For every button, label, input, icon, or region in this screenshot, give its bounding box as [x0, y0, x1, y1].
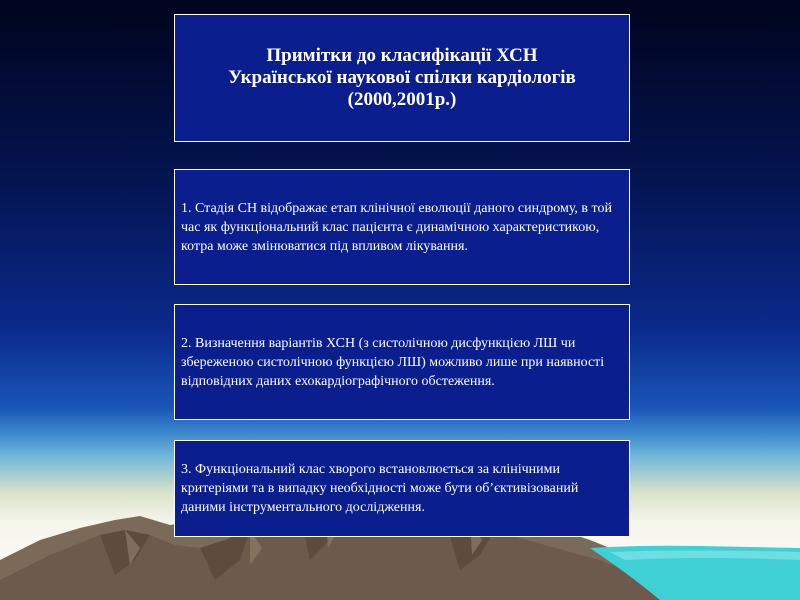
title-line-1: Примітки до класифікації ХСН	[266, 45, 538, 66]
note-text-1: 1. Стадія СН відображає етап клінічної еволюції даного синдрому, в той час як функціональний клас пацієнта є динамічною характеристикою, котра може змінюватися під впливом лікування.	[181, 200, 612, 254]
title-line-2: Української наукової спілки кардіологів	[228, 67, 576, 88]
note-text-2: 2. Визначення варіантів ХСН (з систолічною дисфункцією ЛШ чи збереженою систолічною функцією ЛШ) можливо лише при наявності відповідних даних ехокардіографічного обстеження.	[181, 335, 605, 389]
title-box	[174, 14, 630, 142]
note-text-3: 3. Функціональний клас хворого встановлюється за клінічними критеріями та в випадку необхідності може бути об’єктивізований даними інструментального дослідження.	[181, 462, 579, 515]
note-box-3	[174, 440, 630, 537]
note-box-2	[174, 304, 630, 420]
title-line-3: (2000,2001р.)	[347, 89, 457, 110]
note-box-1	[174, 169, 630, 285]
slide-title	[218, 45, 586, 111]
